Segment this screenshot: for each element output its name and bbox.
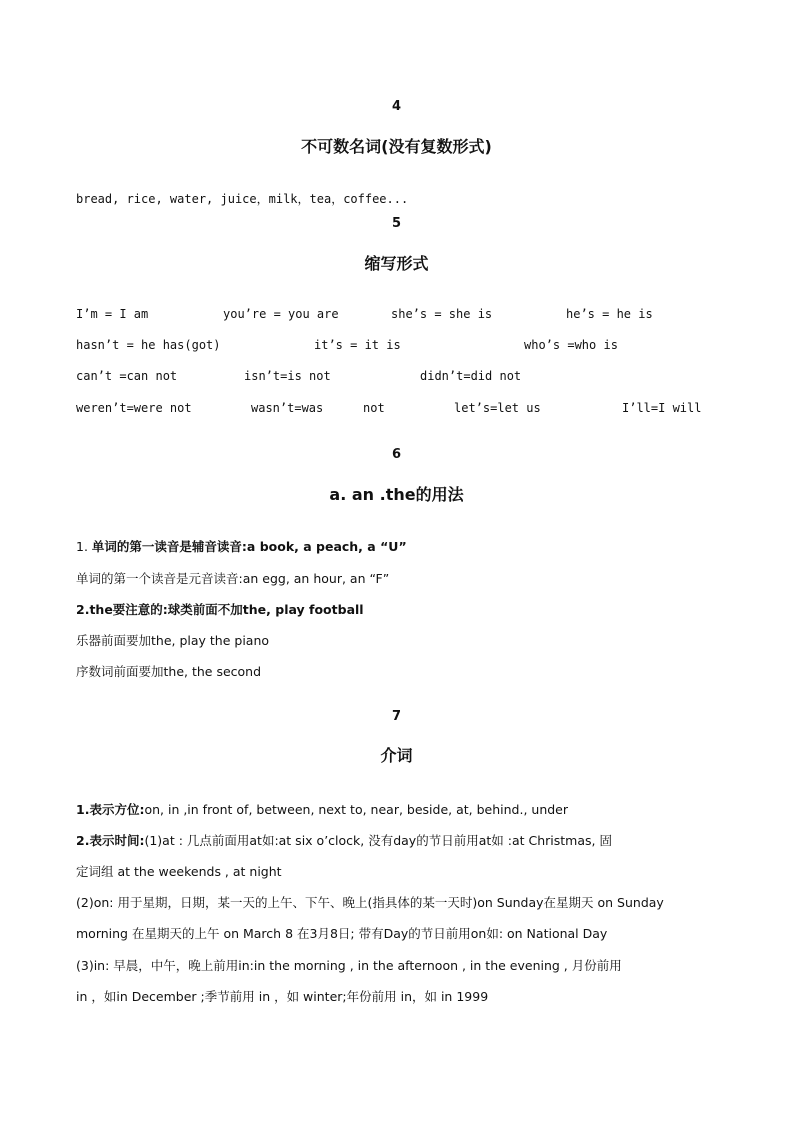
section-title-uncountable-nouns: 不可数名词(没有复数形式) bbox=[301, 137, 492, 156]
preposition-line: morning 在星期天的上午 on March 8 在3月8日; 带有Day的节日前用on如: on National Day bbox=[76, 926, 608, 941]
time-text: (1)at : 几点前面用at如:at six o’clock, 没有day的节日前用at如 :at Christmas, 固 bbox=[144, 833, 612, 848]
section-number-4: 4 bbox=[391, 99, 402, 114]
time-heading: 2.表示时间: bbox=[76, 833, 145, 848]
article-rule-2b: 乐器前面要加the, play the piano bbox=[76, 633, 270, 648]
contraction-item: wasn’t=was bbox=[251, 401, 324, 415]
article-rule-1 bbox=[76, 537, 407, 555]
contraction-item: weren’t=were not bbox=[76, 401, 192, 415]
contraction-item: she’s = she is bbox=[391, 307, 493, 321]
contraction-item: I’ll=I will bbox=[622, 401, 702, 415]
contraction-item: let’s=let us bbox=[454, 401, 541, 415]
preposition-place-line bbox=[76, 800, 568, 818]
section-title-contractions: 缩写形式 bbox=[364, 254, 429, 273]
preposition-line: 定词组 at the weekends , at night bbox=[76, 864, 282, 879]
section-number-7: 7 bbox=[391, 709, 402, 724]
section-title-prepositions: 介词 bbox=[380, 746, 413, 765]
section-number-5: 5 bbox=[391, 216, 402, 231]
contraction-item: who’s =who is bbox=[524, 338, 618, 352]
contraction-item: you’re = you are bbox=[223, 307, 339, 321]
article-rule-2: 2.the要注意的:球类前面不加the, play football bbox=[76, 602, 364, 617]
contraction-item: can’t =can not bbox=[76, 369, 178, 383]
place-text: on, in ,in front of, between, next to, near, beside, at, behind., under bbox=[144, 802, 569, 817]
preposition-line: in ，如in December ;季节前用 in ，如 winter;年份前用 in，如 in 1999 bbox=[76, 989, 489, 1004]
contraction-item: didn’t=did not bbox=[420, 369, 522, 383]
article-rule-2c: 序数词前面要加the, the second bbox=[76, 664, 262, 679]
contraction-item: I’m = I am bbox=[76, 307, 149, 321]
article-rule-1b: 单词的第一个读音是元音读音:an egg, an hour, an “F” bbox=[76, 571, 390, 586]
preposition-line: (2)on: 用于星期，日期，某一天的上午、下午、晚上(指具体的某一天时)on Sunday在星期天 on Sunday bbox=[76, 895, 664, 910]
section-number-6: 6 bbox=[391, 447, 402, 462]
preposition-time-line bbox=[76, 831, 612, 849]
contraction-item: isn’t=is not bbox=[244, 369, 331, 383]
rule-prefix: 1. bbox=[76, 539, 92, 554]
preposition-line: (3)in: 早晨，中午，晚上前用in:in the morning , in the afternoon , in the evening , 月份前用 bbox=[76, 958, 622, 973]
place-heading: 1.表示方位: bbox=[76, 802, 145, 817]
rule-text: 单词的第一读音是辅音读音:a book, a peach, a “U” bbox=[91, 539, 407, 554]
contraction-item: it’s = it is bbox=[314, 338, 401, 352]
uncountable-noun-list: bread, rice, water, juice，milk，tea，coffee... bbox=[76, 192, 409, 206]
contraction-item: hasn’t = he has(got) bbox=[76, 338, 221, 352]
contraction-item: he’s = he is bbox=[566, 307, 653, 321]
section-title-articles: a. an .the的用法 bbox=[329, 485, 464, 504]
contraction-item: not bbox=[363, 401, 385, 415]
